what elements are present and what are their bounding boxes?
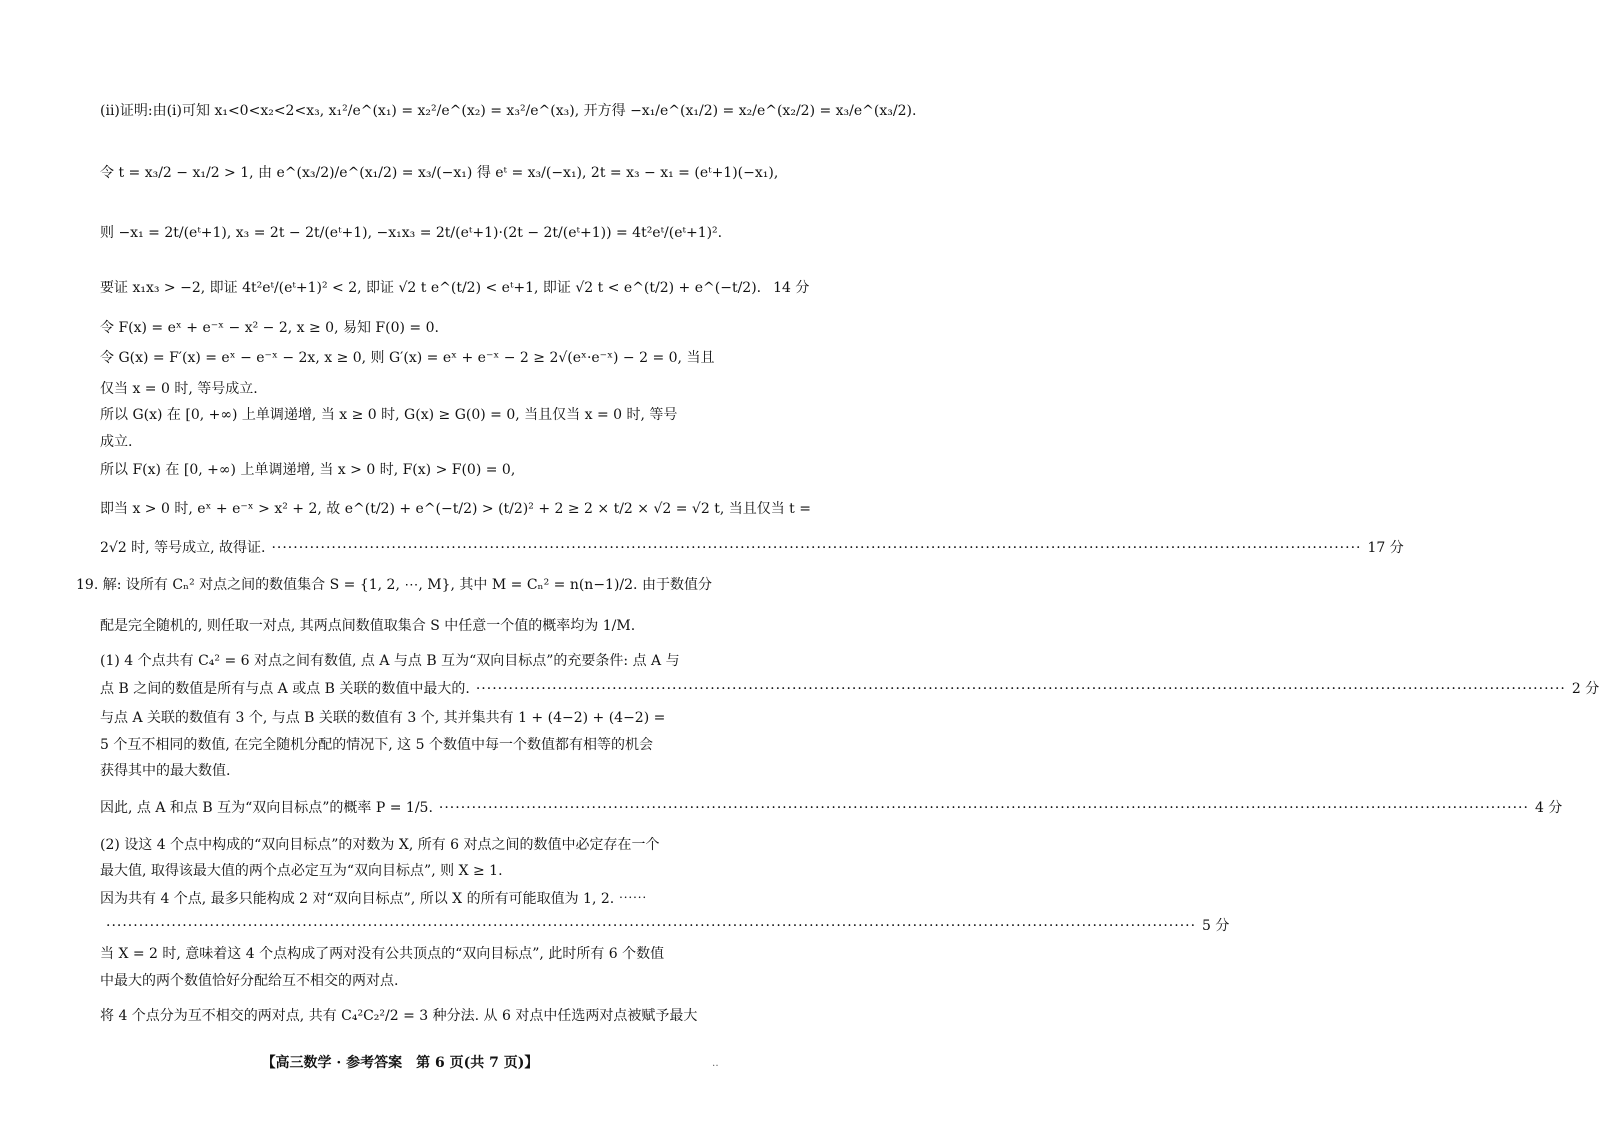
text-line: 即当 x > 0 时, eˣ + e⁻ˣ > x² + 2, 故 e^(t/2) + e^(−t/2) > (t/2)² + 2 ≥ 2 × t/2 × √2 = √2 t, 当且仅当 t = — [100, 501, 811, 517]
text-line: 则 −x₁ = 2t/(eᵗ+1), x₃ = 2t − 2t/(eᵗ+1), −x₁x₃ = 2t/(eᵗ+1)·(2t − 2t/(eᵗ+1)) = 4t²eᵗ/(eᵗ+1)². — [100, 225, 723, 241]
score-marker: 5 分 — [1202, 918, 1230, 934]
text-line — [100, 537, 1404, 559]
text-line: (ⅱ)证明:由(ⅰ)可知 x₁<0<x₂<2<x₃, x₁²/e^(x₁) = x₂²/e^(x₂) = x₃²/e^(x₃), 开方得 −x₁/e^(x₁/2) = x₂/e^(x₂/2) = x₃/e^(x₃/2). — [100, 103, 917, 119]
score-marker: 14 分 — [773, 280, 810, 296]
score-marker: 2 分 — [1571, 681, 1599, 697]
text-line: 中最大的两个数值恰好分配给互不相交的两对点. — [100, 973, 399, 989]
score-marker: 4 分 — [1534, 800, 1563, 816]
leader-dots: ········································································································································································································ — [438, 800, 1529, 816]
text-line: (2) 设这 4 个点中构成的“双向目标点”的对数为 X, 所有 6 对点之间的数值中必定存在一个 — [100, 837, 660, 853]
text-line: 与点 A 关联的数值有 3 个, 与点 B 关联的数值有 3 个, 其并集共有 1 + (4−2) + (4−2) = — [100, 710, 666, 726]
score-marker: 17 分 — [1367, 540, 1404, 556]
corner-mark: ‥ — [712, 1058, 719, 1069]
leader-dots: ········································································································································································································ — [106, 918, 1197, 934]
text-line — [100, 678, 1599, 700]
line-text: 点 B 之间的数值是所有与点 A 或点 B 关联的数值中最大的. — [100, 681, 470, 697]
text-line: (1) 4 个点共有 C₄² = 6 对点之间有数值, 点 A 与点 B 互为“双向目标点”的充要条件: 点 A 与 — [100, 653, 680, 669]
text-line: 令 t = x₃/2 − x₁/2 > 1, 由 e^(x₃/2)/e^(x₁/2) = x₃/(−x₁) 得 eᵗ = x₃/(−x₁), 2t = x₃ − x₁ = (eᵗ+1)(−x₁), — [100, 165, 779, 181]
leader-dots: ········································································································································································································ — [475, 681, 1566, 697]
text-line: 当 X = 2 时, 意味着这 4 个点构成了两对没有公共顶点的“双向目标点”, 此时所有 6 个数值 — [100, 946, 665, 962]
text-line: 成立. — [100, 434, 133, 450]
text-line: 所以 F(x) 在 [0, +∞) 上单调递增, 当 x > 0 时, F(x) > F(0) = 0, — [100, 462, 516, 478]
text-line: 令 G(x) = F′(x) = eˣ − e⁻ˣ − 2x, x ≥ 0, 则 G′(x) = eˣ + e⁻ˣ − 2 ≥ 2√(eˣ·e⁻ˣ) − 2 = 0, 当且 — [100, 350, 715, 366]
line-text: 2√2 时, 等号成立, 故得证. — [100, 540, 266, 556]
text-line — [100, 797, 1563, 819]
text-line — [100, 277, 810, 299]
text-line: 19. 解: 设所有 Cₙ² 对点之间的数值集合 S = {1, 2, ⋯, M}, 其中 M = Cₙ² = n(n−1)/2. 由于数值分 — [76, 577, 712, 593]
text-line: 将 4 个点分为互不相交的两对点, 共有 C₄²C₂²/2 = 3 种分法. 从 6 对点中任选两对点被赋予最大 — [100, 1008, 698, 1024]
text-line: 令 F(x) = eˣ + e⁻ˣ − x² − 2, x ≥ 0, 易知 F(0) = 0. — [100, 320, 439, 336]
leader-dots: ········································································································································································································ — [271, 540, 1362, 556]
text-line: 最大值, 取得该最大值的两个点必定互为“双向目标点”, 则 X ≥ 1. — [100, 863, 503, 879]
text-line — [100, 915, 1230, 937]
text-line: 配是完全随机的, 则任取一对点, 其两点间数值取集合 S 中任意一个值的概率均为 1/M. — [100, 618, 636, 634]
line-text: 因此, 点 A 和点 B 互为“双向目标点”的概率 P = 1/5. — [100, 800, 433, 816]
text-line: 5 个互不相同的数值, 在完全随机分配的情况下, 这 5 个数值中每一个数值都有相等的机会 — [100, 737, 653, 753]
text-line: 因为共有 4 个点, 最多只能构成 2 对“双向目标点”, 所以 X 的所有可能取值为 1, 2. ⋯⋯ — [100, 891, 647, 907]
page-footer: 【高三数学 · 参考答案 第 6 页(共 7 页)】 — [261, 1055, 539, 1071]
text-line: 仅当 x = 0 时, 等号成立. — [100, 381, 258, 397]
text-line: 获得其中的最大数值. — [100, 763, 231, 779]
text-line: 所以 G(x) 在 [0, +∞) 上单调递增, 当 x ≥ 0 时, G(x) ≥ G(0) = 0, 当且仅当 x = 0 时, 等号 — [100, 407, 678, 423]
line-text: 要证 x₁x₃ > −2, 即证 4t²eᵗ/(eᵗ+1)² < 2, 即证 √2 t e^(t/2) < eᵗ+1, 即证 √2 t < e^(t/2) + e^(−t/2). — [100, 280, 762, 296]
